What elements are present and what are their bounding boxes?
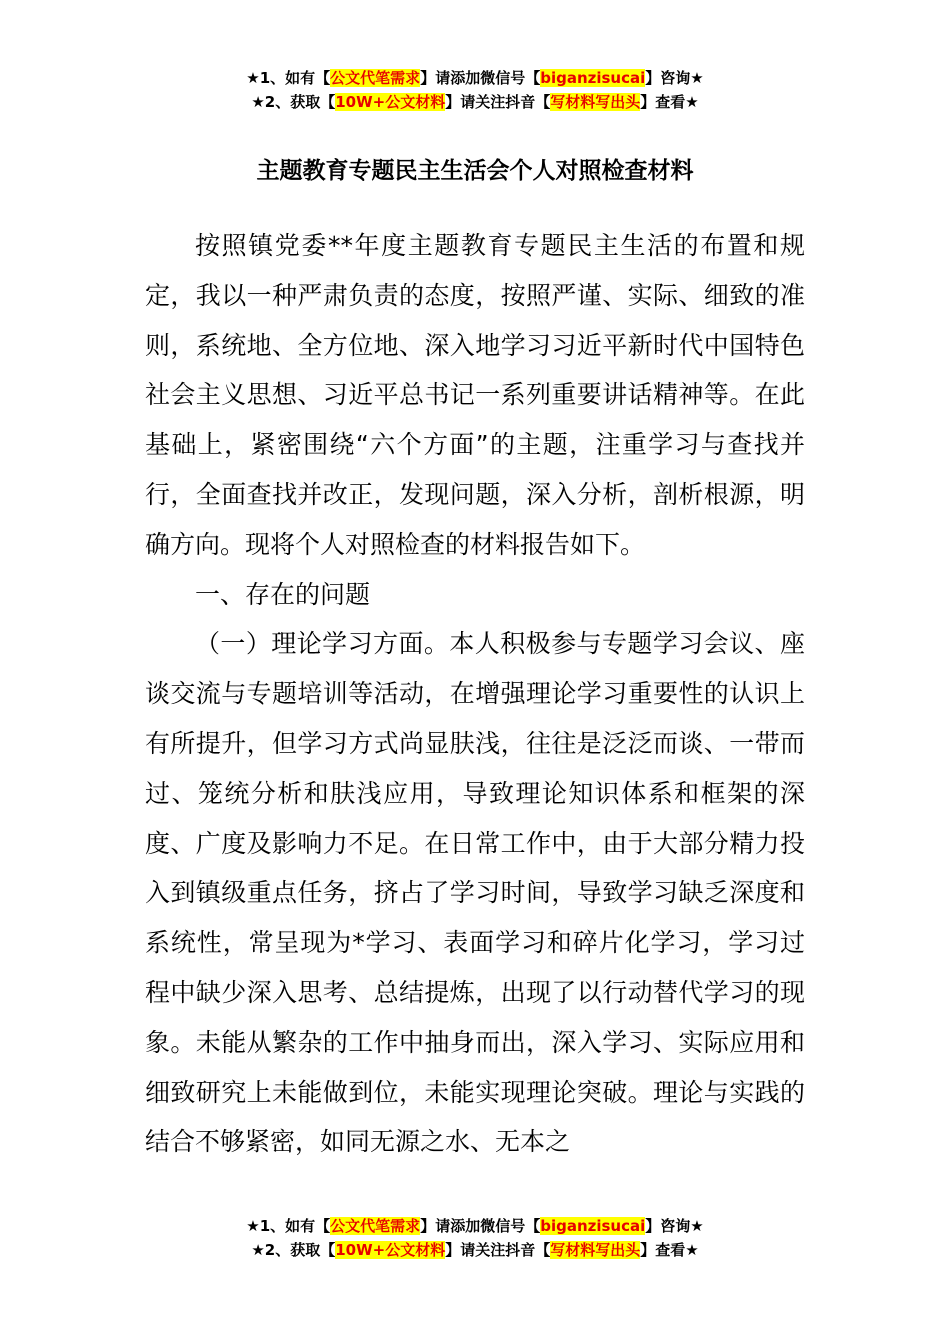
promo-line-1: ★1、如有【公文代笔需求】请添加微信号【biganzisucai】咨询★ — [246, 69, 704, 87]
promo-line-2: ★2、获取【10W+公文材料】请关注抖音【写材料写出头】查看★ — [251, 93, 699, 111]
promo-highlight: 10W+公文材料 — [335, 93, 446, 111]
header-promo-banner — [0, 66, 950, 114]
promo-highlight: 公文代笔需求 — [330, 1217, 421, 1235]
promo-line-1: ★1、如有【公文代笔需求】请添加微信号【biganzisucai】咨询★ — [246, 1217, 704, 1235]
promo-highlight: 10W+公文材料 — [335, 1241, 446, 1259]
paragraph-intro: 按照镇党委**年度主题教育专题民主生活的布置和规定，我以一种严肃负责的态度，按照严谨、实际、细致的准则，系统地、全方位地、深入地学习习近平新时代中国特色社会主义思想、习近平总书记一系列重要讲话精神等。在此基础上，紧密围绕“六个方面”的主题，注重学习与查找并行，全面查找并改正，发现问题，深入分析，剖析根源，明确方向。现将个人对照检查的材料报告如下。 — [145, 231, 805, 559]
promo-line-2: ★2、获取【10W+公文材料】请关注抖音【写材料写出头】查看★ — [251, 1241, 699, 1259]
wechat-id-highlight: biganzisucai — [540, 1217, 646, 1235]
footer-promo-banner — [0, 1214, 950, 1262]
douyin-id-highlight: 写材料写出头 — [550, 1241, 641, 1259]
promo-highlight: 公文代笔需求 — [330, 69, 421, 87]
paragraph-theory-study: （一）理论学习方面。本人积极参与专题学习会议、座谈交流与专题培训等活动，在增强理论学习重要性的认识上有所提升，但学习方式尚显肤浅，往往是泛泛而谈、一带而过、笼统分析和肤浅应用，导致理论知识体系和框架的深度、广度及影响力不足。在日常工作中，由于大部分精力投入到镇级重点任务，挤占了学习时间，导致学习缺乏深度和系统性，常呈现为*学习、表面学习和碎片化学习，学习过程中缺少深入思考、总结提炼，出现了以行动替代学习的现象。未能从繁杂的工作中抽身而出，深入学习、实际应用和细致研究上未能做到位，未能实现理论突破。理论与实践的结合不够紧密，如同无源之水、无本之 — [145, 629, 805, 1157]
wechat-id-highlight: biganzisucai — [540, 69, 646, 87]
document-body — [145, 221, 805, 1167]
douyin-id-highlight: 写材料写出头 — [550, 93, 641, 111]
section-heading: 一、存在的问题 — [195, 579, 371, 609]
document-title: 主题教育专题民主生活会个人对照检查材料 — [256, 158, 694, 184]
